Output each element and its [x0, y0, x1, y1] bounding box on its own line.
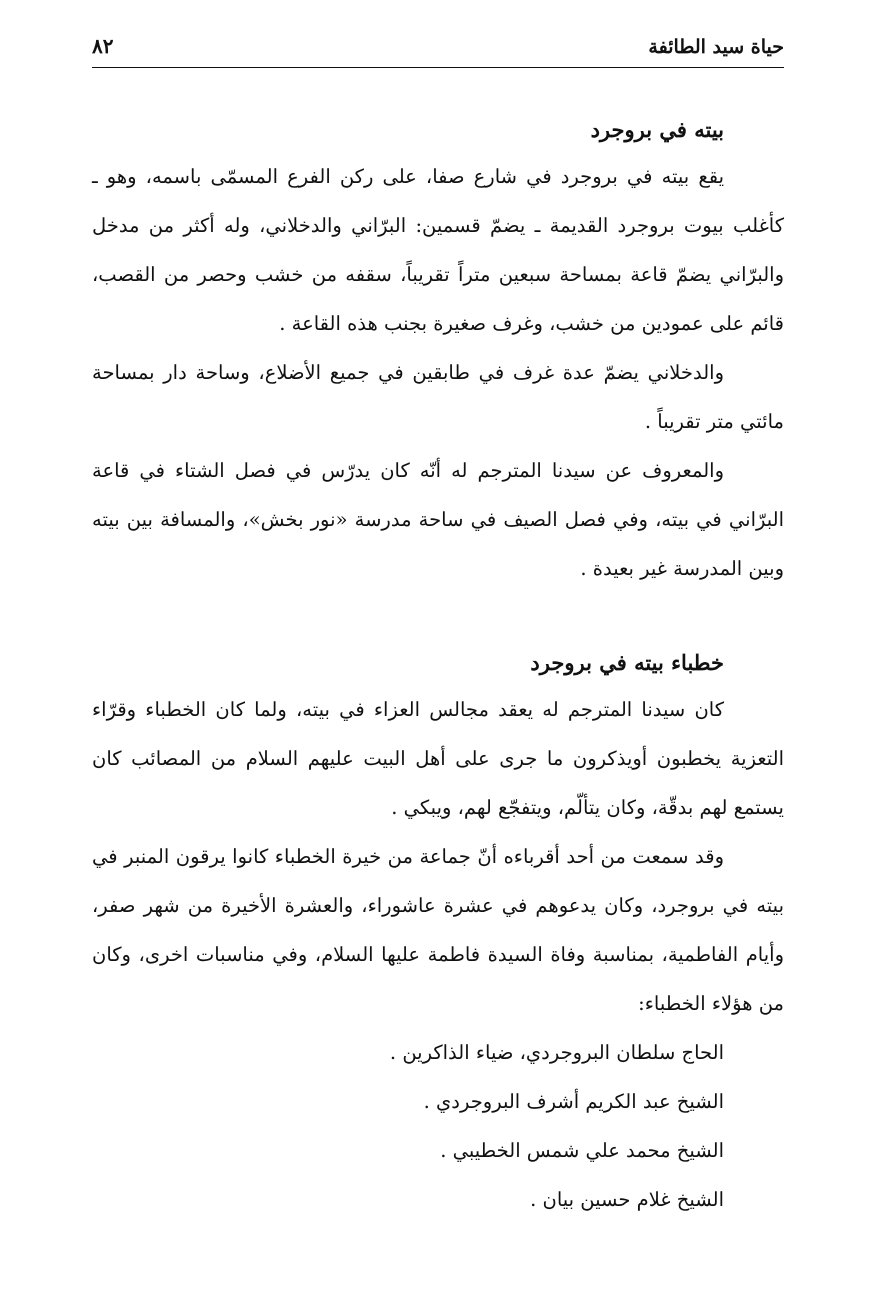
running-header	[92, 32, 784, 68]
section-heading: بيته في بروجرد	[590, 117, 724, 142]
paragraph: يقع بيته في بروجرد في شارع صفا، على ركن الفرع المسمّى باسمه، وهو ـ كأغلب بيوت بروجرد القديمة ـ يضمّ قسمين: البرّاني والدخلاني، وله أكثر من مدخل والبرّاني يضمّ قاعة بمساحة سبعين متراً تقريباً، سقفه من خشب وحصر من القصب، قائم على عمودين من خشب، وغرف صغيرة بجنب هذه القاعة .	[92, 165, 784, 335]
paragraph: وقد سمعت من أحد أقرباءه أنّ جماعة من خيرة الخطباء كانوا يرقون المنبر في بيته في بروجرد، وكان يدعوهم في عشرة عاشوراء، والعشرة الأخيرة من شهر صفر، وأيام الفاطمية، بمناسبة وفاة السيدة فاطمة عليها السلام، وفي مناسبات اخرى، وكان من هؤلاء الخطباء:	[92, 845, 784, 1015]
page-body	[92, 108, 784, 1224]
section-heading: خطباء بيته في بروجرد	[530, 650, 724, 675]
paragraph: والمعروف عن سيدنا المترجم له أنّه كان يدرّس في فصل الشتاء في قاعة البرّاني في بيته، وفي فصل الصيف في ساحة مدرسة «نور بخش»، والمسافة بين بيته وبين المدرسة غير بعيدة .	[92, 459, 784, 580]
list-item: الشيخ محمد علي شمس الخطيبي .	[440, 1139, 724, 1162]
orators-list	[92, 1028, 784, 1224]
paragraph: كان سيدنا المترجم له يعقد مجالس العزاء في بيته، ولما كان الخطباء وقرّاء التعزية يخطبون أويذكرون ما جرى على أهل البيت عليهم السلام من المصائب كان يستمع لهم بدقّة، وكان يتألّم، ويتفجّع لهم، ويبكي .	[92, 698, 784, 819]
running-title: حياة سيد الطائفة	[648, 36, 784, 58]
paragraph: والدخلاني يضمّ عدة غرف في طابقين في جميع الأضلاع، وساحة دار بمساحة مائتي متر تقريباً .	[92, 361, 784, 433]
list-item: الشيخ عبد الكريم أشرف البروجردي .	[423, 1090, 724, 1113]
page-number: ٨٢	[92, 34, 114, 58]
list-item: الشيخ غلام حسين بيان .	[530, 1188, 724, 1211]
list-item: الحاج سلطان البروجردي، ضياء الذاكرين .	[389, 1041, 724, 1064]
